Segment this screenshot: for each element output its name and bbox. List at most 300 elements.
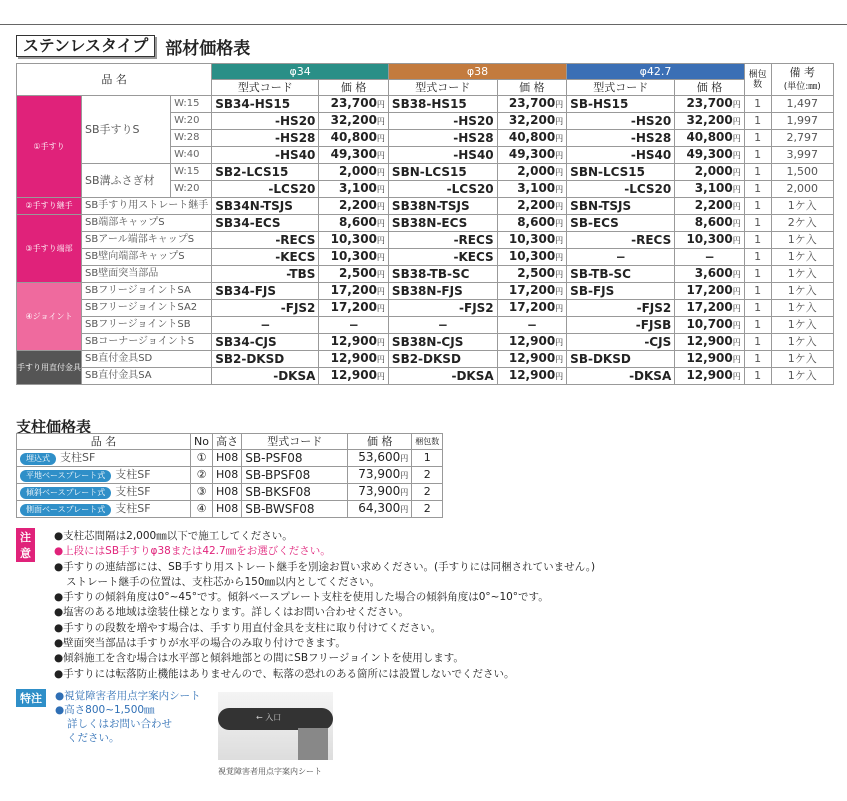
yen-unit: 円	[555, 168, 564, 177]
price-value: 12,900	[686, 334, 733, 348]
note-item: ●手すりの傾斜角度は0°~45°です。傾斜ベースプレート支柱を使用した場合の傾斜角度は0°~10°です。	[54, 591, 549, 604]
yen-unit: 円	[732, 287, 741, 296]
price-cell	[675, 181, 745, 198]
price-cell	[497, 249, 567, 266]
pack-count: 1	[744, 113, 771, 130]
header-note-label: 備 考	[789, 65, 815, 79]
post-name: 支柱SF	[115, 485, 151, 498]
note-item: ●上段にはSB手すりφ38または42.7㎜をお選びください。	[54, 545, 331, 558]
price-value: 2,000	[694, 164, 733, 178]
post-code	[242, 450, 348, 467]
post-name: 支柱SF	[115, 468, 151, 481]
model-code: -TBS	[212, 266, 319, 283]
price-cell	[675, 147, 745, 164]
price-cell	[497, 232, 567, 249]
post-price-value: 73,900	[358, 467, 401, 481]
yen-unit: 円	[732, 185, 741, 194]
yen-unit: 円	[732, 168, 741, 177]
posts-header-price: 価 格	[348, 434, 412, 450]
yen-unit: 円	[376, 185, 385, 194]
yen-unit: 円	[732, 355, 741, 364]
note-item: ●手すりの段数を増やす場合は、手すり用直付金具を支柱に取り付けてください。	[54, 621, 442, 634]
width-label: W:28	[171, 130, 212, 147]
price-value: 32,200	[686, 113, 733, 127]
price-cell	[675, 334, 745, 351]
price-cell	[497, 368, 567, 385]
model-code: -HS20	[212, 113, 319, 130]
post-height	[213, 467, 242, 484]
yen-unit: 円	[376, 253, 385, 262]
model-code: -HS40	[388, 147, 497, 164]
model-code: SB34-CJS	[212, 334, 319, 351]
header-code-427: 型式コード	[567, 80, 675, 96]
yen-unit: 円	[376, 372, 385, 381]
price-cell	[319, 113, 389, 130]
model-code: SB34-FJS	[212, 283, 319, 300]
price-value: 10,700	[686, 317, 733, 331]
pack-count: 1	[744, 249, 771, 266]
post-name-cell	[17, 467, 191, 484]
pack-count: 1	[744, 130, 771, 147]
model-code: -LCS20	[212, 181, 319, 198]
item-name: SB直付金具SD	[82, 351, 212, 368]
item-name: SB手すり用ストレート継手	[82, 198, 212, 215]
header-note	[771, 64, 834, 96]
price-cell	[319, 130, 389, 147]
yen-unit: 円	[376, 236, 385, 245]
header-name: 品 名	[17, 64, 212, 96]
price-cell	[497, 198, 567, 215]
yen-unit: 円	[376, 151, 385, 160]
price-value: 23,700	[508, 96, 556, 110]
pack-count: 1	[744, 368, 771, 385]
group-label: ②手すり継手	[17, 198, 82, 215]
section-tag: ステンレスタイプ	[16, 35, 155, 57]
price-cell	[497, 130, 567, 147]
header-price-34: 価 格	[319, 80, 389, 96]
model-code: -HS40	[567, 147, 675, 164]
table-row	[17, 283, 834, 300]
model-code: SB34-ECS	[212, 215, 319, 232]
price-cell	[675, 249, 745, 266]
yen-unit: 円	[555, 355, 564, 364]
table-row	[17, 317, 834, 334]
price-value: 17,200	[686, 300, 733, 314]
model-code: SB-TB-SC	[567, 266, 675, 283]
photo-caption: 視覚障害者用点字案内シート	[218, 767, 322, 776]
yen-unit: 円	[555, 304, 564, 313]
price-value: 12,900	[330, 334, 377, 348]
yen-unit: 円	[376, 134, 385, 143]
price-value: 17,200	[508, 283, 556, 297]
special-item: ください。	[67, 732, 120, 744]
price-value: 12,900	[330, 368, 377, 382]
yen-unit: 円	[732, 321, 741, 330]
table-row	[17, 501, 443, 518]
yen-unit: 円	[376, 355, 385, 364]
note-item: ●傾斜施工を含む場合は水平部と傾斜地部との間にSBフリージョイントを使用します。	[54, 652, 464, 665]
item-name: SB手すりS	[82, 96, 171, 164]
pack-count: 1	[744, 232, 771, 249]
price-cell	[675, 130, 745, 147]
price-value: 2,200	[338, 198, 377, 212]
model-code: SBN-LCS15	[567, 164, 675, 181]
table-row	[17, 164, 834, 181]
table-row	[17, 249, 834, 266]
price-value: 12,900	[686, 351, 733, 365]
model-code: -HS28	[388, 130, 497, 147]
item-name: SB壁向端部キャップS	[82, 249, 212, 266]
group-label: 手すり用直付金具	[17, 351, 82, 385]
price-value: 12,900	[508, 368, 556, 382]
yen-unit: 円	[400, 471, 409, 480]
note-item: ●手すりの連結部には、SB手すり用ストレート継手を別途お買い求めください。(手すりには同梱されていません。)	[54, 560, 596, 573]
note-cell: 2,797	[771, 130, 834, 147]
price-value: 10,300	[508, 232, 556, 246]
price-cell	[319, 249, 389, 266]
post-height	[213, 484, 242, 501]
price-cell	[319, 266, 389, 283]
header-code-38: 型式コード	[388, 80, 497, 96]
price-cell	[497, 266, 567, 283]
price-cell	[497, 96, 567, 113]
model-code: -CJS	[567, 334, 675, 351]
post-type-badge: 埋込式	[20, 453, 56, 465]
pack-count: 1	[744, 283, 771, 300]
post-image	[298, 728, 328, 760]
price-value: 12,900	[508, 334, 556, 348]
note-cell: 1,500	[771, 164, 834, 181]
note-item: ●塩害のある地域は塗装仕様となります。詳しくはお問い合わせください。	[54, 606, 409, 619]
item-name: SB端部キャップS	[82, 215, 212, 232]
price-cell	[675, 317, 745, 334]
post-type-badge: 側面ベースプレート式	[20, 504, 111, 516]
table-row	[17, 232, 834, 249]
yen-unit: 円	[376, 270, 385, 279]
width-label: W:40	[171, 147, 212, 164]
price-cell	[319, 198, 389, 215]
table-row	[17, 351, 834, 368]
price-cell	[319, 317, 389, 334]
yen-unit: 円	[732, 304, 741, 313]
item-name: SBフリージョイントSA2	[82, 300, 212, 317]
header-price-38: 価 格	[497, 80, 567, 96]
yen-unit: 円	[376, 338, 385, 347]
price-value: −	[348, 318, 359, 332]
pack-count: 1	[744, 198, 771, 215]
posts-header-code: 型式コード	[242, 434, 348, 450]
yen-unit: 円	[400, 488, 409, 497]
post-name-cell	[17, 484, 191, 501]
model-code: −	[567, 249, 675, 266]
model-code: -RECS	[567, 232, 675, 249]
model-code: SB38N-TSJS	[388, 198, 497, 215]
pack-count: 1	[744, 300, 771, 317]
yen-unit: 円	[732, 270, 741, 279]
price-value: 17,200	[508, 300, 556, 314]
posts-header-name: 品 名	[17, 434, 191, 450]
price-cell	[675, 351, 745, 368]
post-price-value: 73,900	[358, 484, 401, 498]
price-cell	[319, 351, 389, 368]
model-code: SB34-HS15	[212, 96, 319, 113]
price-value: 3,100	[517, 181, 556, 195]
yen-unit: 円	[555, 219, 564, 228]
yen-unit: 円	[400, 454, 409, 463]
model-code: -LCS20	[388, 181, 497, 198]
post-height-value: H08	[216, 502, 239, 515]
price-value: 40,800	[330, 130, 377, 144]
price-value: 49,300	[686, 147, 733, 161]
note-item: ●支柱芯間隔は2,000㎜以下で施工してください。	[54, 530, 293, 542]
model-code: SB2-LCS15	[212, 164, 319, 181]
model-code: -FJS2	[388, 300, 497, 317]
price-value: 23,700	[686, 96, 733, 110]
post-name: 支柱SF	[115, 502, 151, 515]
table-row	[17, 198, 834, 215]
note-cell: 1ケ入	[771, 351, 834, 368]
note-cell: 1ケ入	[771, 317, 834, 334]
price-value: 10,300	[330, 232, 377, 246]
header-unit: (単位:㎜)	[783, 81, 821, 92]
note-cell: 1ケ入	[771, 300, 834, 317]
model-code: -DKSA	[388, 368, 497, 385]
model-code: -FJSB	[567, 317, 675, 334]
post-price	[348, 467, 412, 484]
price-cell	[497, 147, 567, 164]
price-cell	[319, 300, 389, 317]
price-value: 2,200	[517, 198, 556, 212]
note-cell: 3,997	[771, 147, 834, 164]
price-value: 10,300	[330, 249, 377, 263]
post-no	[191, 501, 213, 518]
price-cell	[319, 334, 389, 351]
price-value: 3,600	[694, 266, 733, 280]
posts-header-pack: 梱包数	[412, 434, 443, 450]
price-value: 10,300	[686, 232, 733, 246]
group-label: ③手すり端部	[17, 215, 82, 283]
item-name: SB壁面突当部品	[82, 266, 212, 283]
yen-unit: 円	[732, 134, 741, 143]
post-height	[213, 501, 242, 518]
notes-list	[54, 529, 847, 682]
model-code: -HS28	[212, 130, 319, 147]
pack-count: 1	[744, 351, 771, 368]
pack-count: 1	[744, 317, 771, 334]
note-cell: 1,997	[771, 113, 834, 130]
post-code	[242, 467, 348, 484]
model-code: SBN-LCS15	[388, 164, 497, 181]
price-cell	[675, 96, 745, 113]
yen-unit: 円	[732, 100, 741, 109]
price-value: 40,800	[508, 130, 556, 144]
price-value: 3,100	[338, 181, 377, 195]
price-cell	[675, 232, 745, 249]
posts-header-height: 高さ	[213, 434, 242, 450]
model-code: -KECS	[388, 249, 497, 266]
post-price-value: 64,300	[358, 501, 401, 515]
header-pack: 梱包数	[744, 64, 771, 96]
post-no-value: ②	[196, 468, 207, 481]
price-cell	[497, 283, 567, 300]
price-value: 32,200	[508, 113, 556, 127]
yen-unit: 円	[555, 117, 564, 126]
model-code: -RECS	[388, 232, 497, 249]
section-title: 部材価格表	[165, 38, 251, 59]
price-cell	[675, 215, 745, 232]
price-cell	[497, 181, 567, 198]
price-value: 10,300	[508, 249, 556, 263]
header-phi34: φ34	[212, 64, 389, 80]
item-name: SB溝ふさぎ材	[82, 164, 171, 198]
note-item: ストレート継手の位置は、支柱芯から150㎜以内としてください。	[66, 575, 381, 588]
yen-unit: 円	[555, 134, 564, 143]
note-cell: 1ケ入	[771, 266, 834, 283]
pack-count: 1	[744, 147, 771, 164]
post-pack-value: 2	[423, 468, 431, 481]
note-cell: 1ケ入	[771, 232, 834, 249]
price-cell	[319, 283, 389, 300]
post-code-value: SB-BKSF08	[245, 485, 311, 499]
post-pack	[412, 467, 443, 484]
post-height	[213, 450, 242, 467]
note-cell: 1ケ入	[771, 334, 834, 351]
yen-unit: 円	[555, 202, 564, 211]
table-row	[17, 96, 834, 113]
section-header	[16, 35, 250, 57]
model-code: -FJS2	[212, 300, 319, 317]
special-item: ●視覚障害者用点字案内シート	[55, 690, 201, 702]
model-code: -FJS2	[567, 300, 675, 317]
post-type-badge: 平地ベースプレート式	[20, 470, 111, 482]
model-code: -HS20	[388, 113, 497, 130]
header-code-34: 型式コード	[212, 80, 319, 96]
model-code: -HS28	[567, 130, 675, 147]
post-height-value: H08	[216, 485, 239, 498]
post-price-value: 53,600	[358, 450, 401, 464]
post-pack-value: 1	[423, 451, 431, 464]
price-cell	[497, 113, 567, 130]
post-price	[348, 501, 412, 518]
photo-text: ← 入口	[256, 713, 282, 722]
price-cell	[675, 164, 745, 181]
price-cell	[675, 283, 745, 300]
price-value: 2,500	[338, 266, 377, 280]
pack-count: 1	[744, 96, 771, 113]
top-rule	[0, 24, 847, 25]
price-value: 12,900	[508, 351, 556, 365]
yen-unit: 円	[732, 338, 741, 347]
price-cell	[675, 368, 745, 385]
note-cell: 1ケ入	[771, 368, 834, 385]
price-cell	[319, 147, 389, 164]
model-code: SB38N-CJS	[388, 334, 497, 351]
price-cell	[319, 164, 389, 181]
post-pack	[412, 484, 443, 501]
model-code: SB38N-FJS	[388, 283, 497, 300]
price-value: 17,200	[330, 300, 377, 314]
note-cell: 2,000	[771, 181, 834, 198]
header-phi38: φ38	[388, 64, 566, 80]
yen-unit: 円	[555, 270, 564, 279]
price-cell	[497, 317, 567, 334]
width-label: W:15	[171, 96, 212, 113]
price-cell	[497, 215, 567, 232]
yen-unit: 円	[376, 287, 385, 296]
group-label: ①手すり	[17, 96, 82, 198]
yen-unit: 円	[376, 100, 385, 109]
width-label: W:15	[171, 164, 212, 181]
post-type-badge: 傾斜ベースプレート式	[20, 487, 111, 499]
model-code: SB-HS15	[567, 96, 675, 113]
price-value: 40,800	[686, 130, 733, 144]
model-code: SB-FJS	[567, 283, 675, 300]
price-cell	[319, 232, 389, 249]
price-value: 49,300	[330, 147, 377, 161]
post-no	[191, 450, 213, 467]
note-cell: 1,497	[771, 96, 834, 113]
yen-unit: 円	[376, 117, 385, 126]
price-cell	[319, 368, 389, 385]
item-name: SBコーナージョイントS	[82, 334, 212, 351]
table-row	[17, 266, 834, 283]
note-cell: 1ケ入	[771, 249, 834, 266]
yen-unit: 円	[732, 151, 741, 160]
pack-count: 1	[744, 215, 771, 232]
post-no	[191, 484, 213, 501]
parts-price-table	[16, 63, 834, 385]
price-cell	[497, 351, 567, 368]
price-value: 12,900	[686, 368, 733, 382]
price-value: 2,000	[517, 164, 556, 178]
price-value: 23,700	[330, 96, 377, 110]
special-item: 詳しくはお問い合わせ	[67, 718, 172, 730]
yen-unit: 円	[555, 253, 564, 262]
yen-unit: 円	[555, 151, 564, 160]
price-cell	[319, 96, 389, 113]
price-cell	[675, 113, 745, 130]
table-row	[17, 467, 443, 484]
table-row	[17, 300, 834, 317]
yen-unit: 円	[732, 372, 741, 381]
price-cell	[675, 198, 745, 215]
model-code: SB38-TB-SC	[388, 266, 497, 283]
price-value: 17,200	[330, 283, 377, 297]
yen-unit: 円	[376, 219, 385, 228]
yen-unit: 円	[555, 372, 564, 381]
model-code: SB-DKSD	[567, 351, 675, 368]
table-row	[17, 484, 443, 501]
model-code: SB2-DKSD	[212, 351, 319, 368]
model-code: -HS40	[212, 147, 319, 164]
model-code: -DKSA	[567, 368, 675, 385]
group-label: ④ジョイント	[17, 283, 82, 351]
yen-unit: 円	[555, 287, 564, 296]
yen-unit: 円	[555, 100, 564, 109]
note-item: ●手すりには転落防止機能はありませんので、転落の恐れのある箇所には設置しないでください。	[54, 667, 515, 680]
note-cell: 1ケ入	[771, 198, 834, 215]
price-value: 8,600	[338, 215, 377, 229]
post-code	[242, 484, 348, 501]
post-pack	[412, 501, 443, 518]
yen-unit: 円	[376, 304, 385, 313]
post-name-cell	[17, 450, 191, 467]
post-code-value: SB-BPSF08	[245, 468, 311, 482]
post-pack-value: 2	[423, 485, 431, 498]
post-no-value: ④	[196, 502, 207, 515]
price-value: −	[704, 250, 715, 264]
header-phi427: φ42.7	[567, 64, 745, 80]
